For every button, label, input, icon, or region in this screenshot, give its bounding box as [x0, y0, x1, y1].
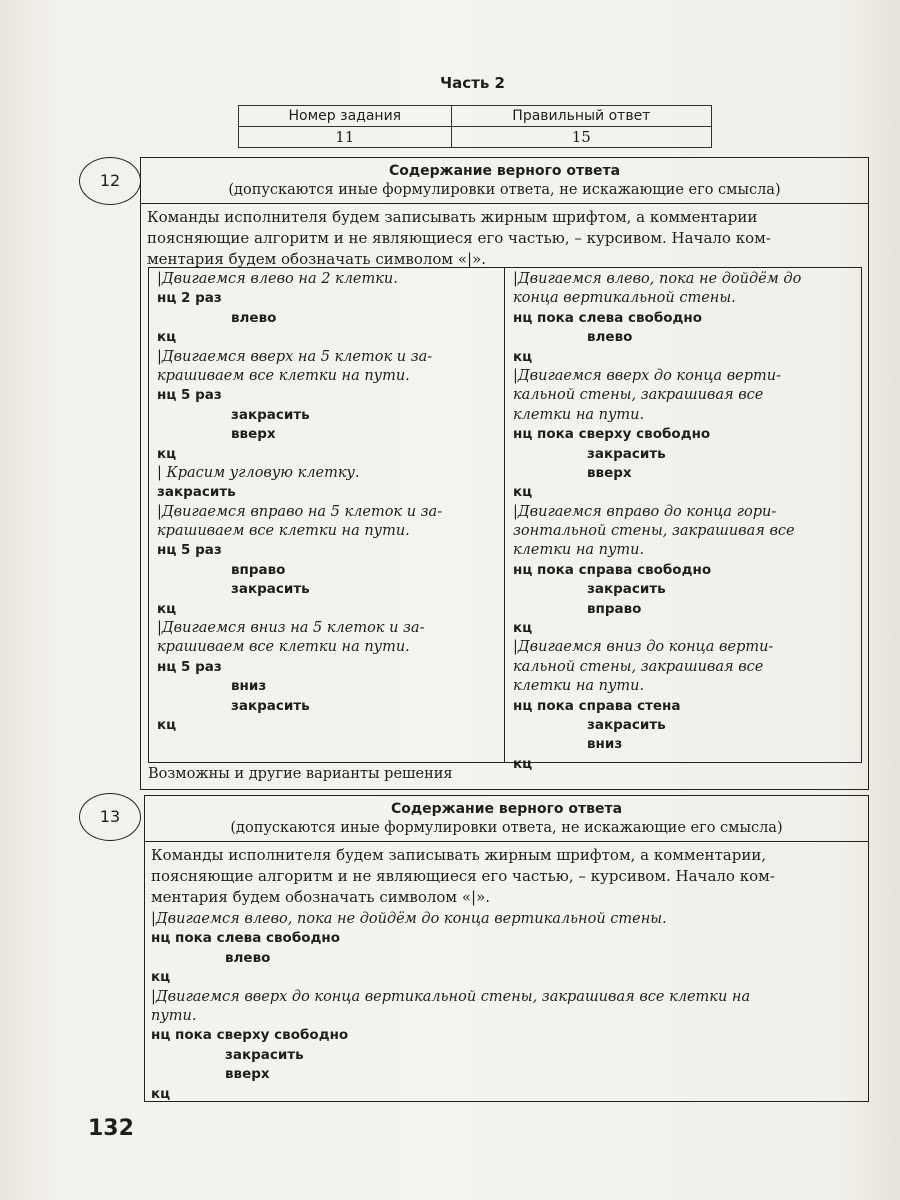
code-command: кц: [157, 600, 177, 617]
task-12-header-title: Содержание верного ответа: [388, 163, 621, 179]
task-12-intro-line: ментария будем обозначать символом «|».: [147, 250, 487, 268]
code-command: закрасить: [587, 445, 666, 462]
page-number: 132: [88, 1116, 134, 1141]
task-13-header-title: Содержание верного ответа: [390, 801, 623, 817]
answer-table-row: [239, 127, 712, 148]
answer-table-task-number: 11: [239, 127, 452, 148]
code-command: кц: [513, 755, 533, 772]
code-command: закрасить: [231, 697, 310, 714]
task-13-intro-line: Команды исполнителя будем записывать жирным шрифтом, а комментарии,: [151, 846, 767, 864]
code-command: нц пока слева свободно: [151, 930, 341, 947]
code-comment: |Двигаемся влево, пока не дойдём до: [513, 271, 802, 287]
code-comment: клетки на пути.: [513, 406, 645, 423]
code-comment: клетки на пути.: [513, 542, 645, 559]
code-command: нц 5 раз: [157, 542, 222, 559]
code-comment: зонтальной стены, закрашивая все: [513, 523, 795, 540]
code-comment: |Двигаемся вверх до конца вертикальной стены, закрашивая все клетки на: [151, 988, 751, 1005]
code-command: кц: [157, 329, 177, 346]
code-command: нц 5 раз: [157, 387, 222, 404]
code-comment: кальной стены, закрашивая все: [513, 658, 764, 675]
code-command: кц: [513, 348, 533, 365]
answer-table-header-answer: Правильный ответ: [451, 106, 711, 127]
code-command: закрасить: [157, 484, 236, 501]
code-command: влево: [587, 329, 633, 346]
answer-table-correct-answer: 15: [451, 127, 711, 148]
code-command: закрасить: [587, 716, 666, 733]
task-12-intro-line: Команды исполнителя будем записывать жирным шрифтом, а комментарии: [147, 208, 758, 226]
code-comment: крашиваем все клетки на пути.: [157, 367, 410, 384]
code-command: нц 2 раз: [157, 290, 222, 307]
task-12-header-note: (допускаются иные формулировки ответа, не искажающие его смысла): [228, 182, 781, 198]
code-command: вправо: [231, 561, 286, 578]
code-command: закрасить: [587, 581, 666, 598]
code-command: вверх: [231, 426, 276, 443]
code-comment: |Двигаемся вниз до конца верти-: [513, 639, 774, 656]
code-comment: |Двигаемся вверх до конца верти-: [513, 367, 782, 384]
code-comment: |Двигаемся вверх на 5 клеток и за-: [157, 348, 433, 365]
part-title: Часть 2: [440, 74, 505, 92]
code-command: нц пока сверху свободно: [151, 1027, 349, 1044]
code-command: кц: [151, 1085, 171, 1102]
task-13-box: [144, 795, 869, 1102]
code-command: вверх: [225, 1066, 270, 1083]
code-command: вниз: [587, 736, 623, 753]
code-comment: |Двигаемся вправо до конца гори-: [513, 503, 777, 520]
task-13-solution: [145, 908, 868, 1104]
code-comment: клетки на пути.: [513, 678, 645, 695]
code-command: кц: [157, 716, 177, 733]
code-command: влево: [225, 949, 271, 966]
code-command: кц: [151, 969, 171, 986]
code-command: закрасить: [225, 1046, 304, 1063]
code-command: влево: [231, 309, 277, 326]
code-comment: | Красим угловую клетку.: [157, 464, 360, 481]
task-12-intro: [141, 204, 868, 270]
task-13-header: [145, 796, 868, 842]
task-12-solution-right: [505, 268, 861, 772]
task-13-header-note: (допускаются иные формулировки ответа, не искажающие его смысла): [230, 820, 783, 836]
code-command: закрасить: [231, 406, 310, 423]
code-command: нц 5 раз: [157, 658, 222, 675]
code-command: кц: [157, 445, 177, 462]
code-comment: |Двигаемся вниз на 5 клеток и за-: [157, 620, 425, 637]
code-comment: кальной стены, закрашивая все: [513, 387, 764, 404]
code-command: нц пока справа стена: [513, 697, 681, 714]
code-comment: конца вертикальной стены.: [513, 290, 736, 307]
task-13-number-badge: 13: [79, 793, 141, 841]
code-command: нц пока слева свободно: [513, 309, 703, 326]
code-comment: |Двигаемся влево, пока не дойдём до конца вертикальной стены.: [151, 911, 667, 927]
code-comment: крашиваем все клетки на пути.: [157, 639, 410, 656]
answer-table: [238, 105, 712, 148]
task-12-intro-line: поясняющие алгоритм и не являющиеся его частью, – курсивом. Начало ком-: [147, 229, 771, 247]
code-command: кц: [513, 484, 533, 501]
answer-table-header-task: Номер задания: [239, 106, 452, 127]
code-command: вверх: [587, 464, 632, 481]
code-comment: крашиваем все клетки на пути.: [157, 523, 410, 540]
task-13-intro: [145, 842, 868, 908]
code-command: нц пока сверху свободно: [513, 426, 711, 443]
code-command: кц: [513, 620, 533, 637]
task-12-solutions-table: [148, 267, 862, 772]
task-12-number-badge: 12: [79, 157, 141, 205]
code-command: вправо: [587, 600, 642, 617]
code-command: закрасить: [231, 581, 310, 598]
answer-table-header-row: [239, 106, 712, 127]
task-13-intro-line: ментария будем обозначать символом «|».: [151, 888, 491, 906]
task-12-header: [141, 158, 868, 204]
code-comment: пути.: [151, 1007, 197, 1024]
code-command: вниз: [231, 678, 267, 695]
task-13-intro-line: поясняющие алгоритм и не являющиеся его частью, – курсивом. Начало ком-: [151, 867, 775, 885]
task-12-solution-left: [149, 268, 505, 762]
task-12-footer: Возможны и другие варианты решения: [148, 766, 453, 782]
code-comment: |Двигаемся вправо на 5 клеток и за-: [157, 503, 443, 520]
code-comment: |Двигаемся влево на 2 клетки.: [157, 271, 398, 287]
code-command: нц пока справа свободно: [513, 561, 712, 578]
